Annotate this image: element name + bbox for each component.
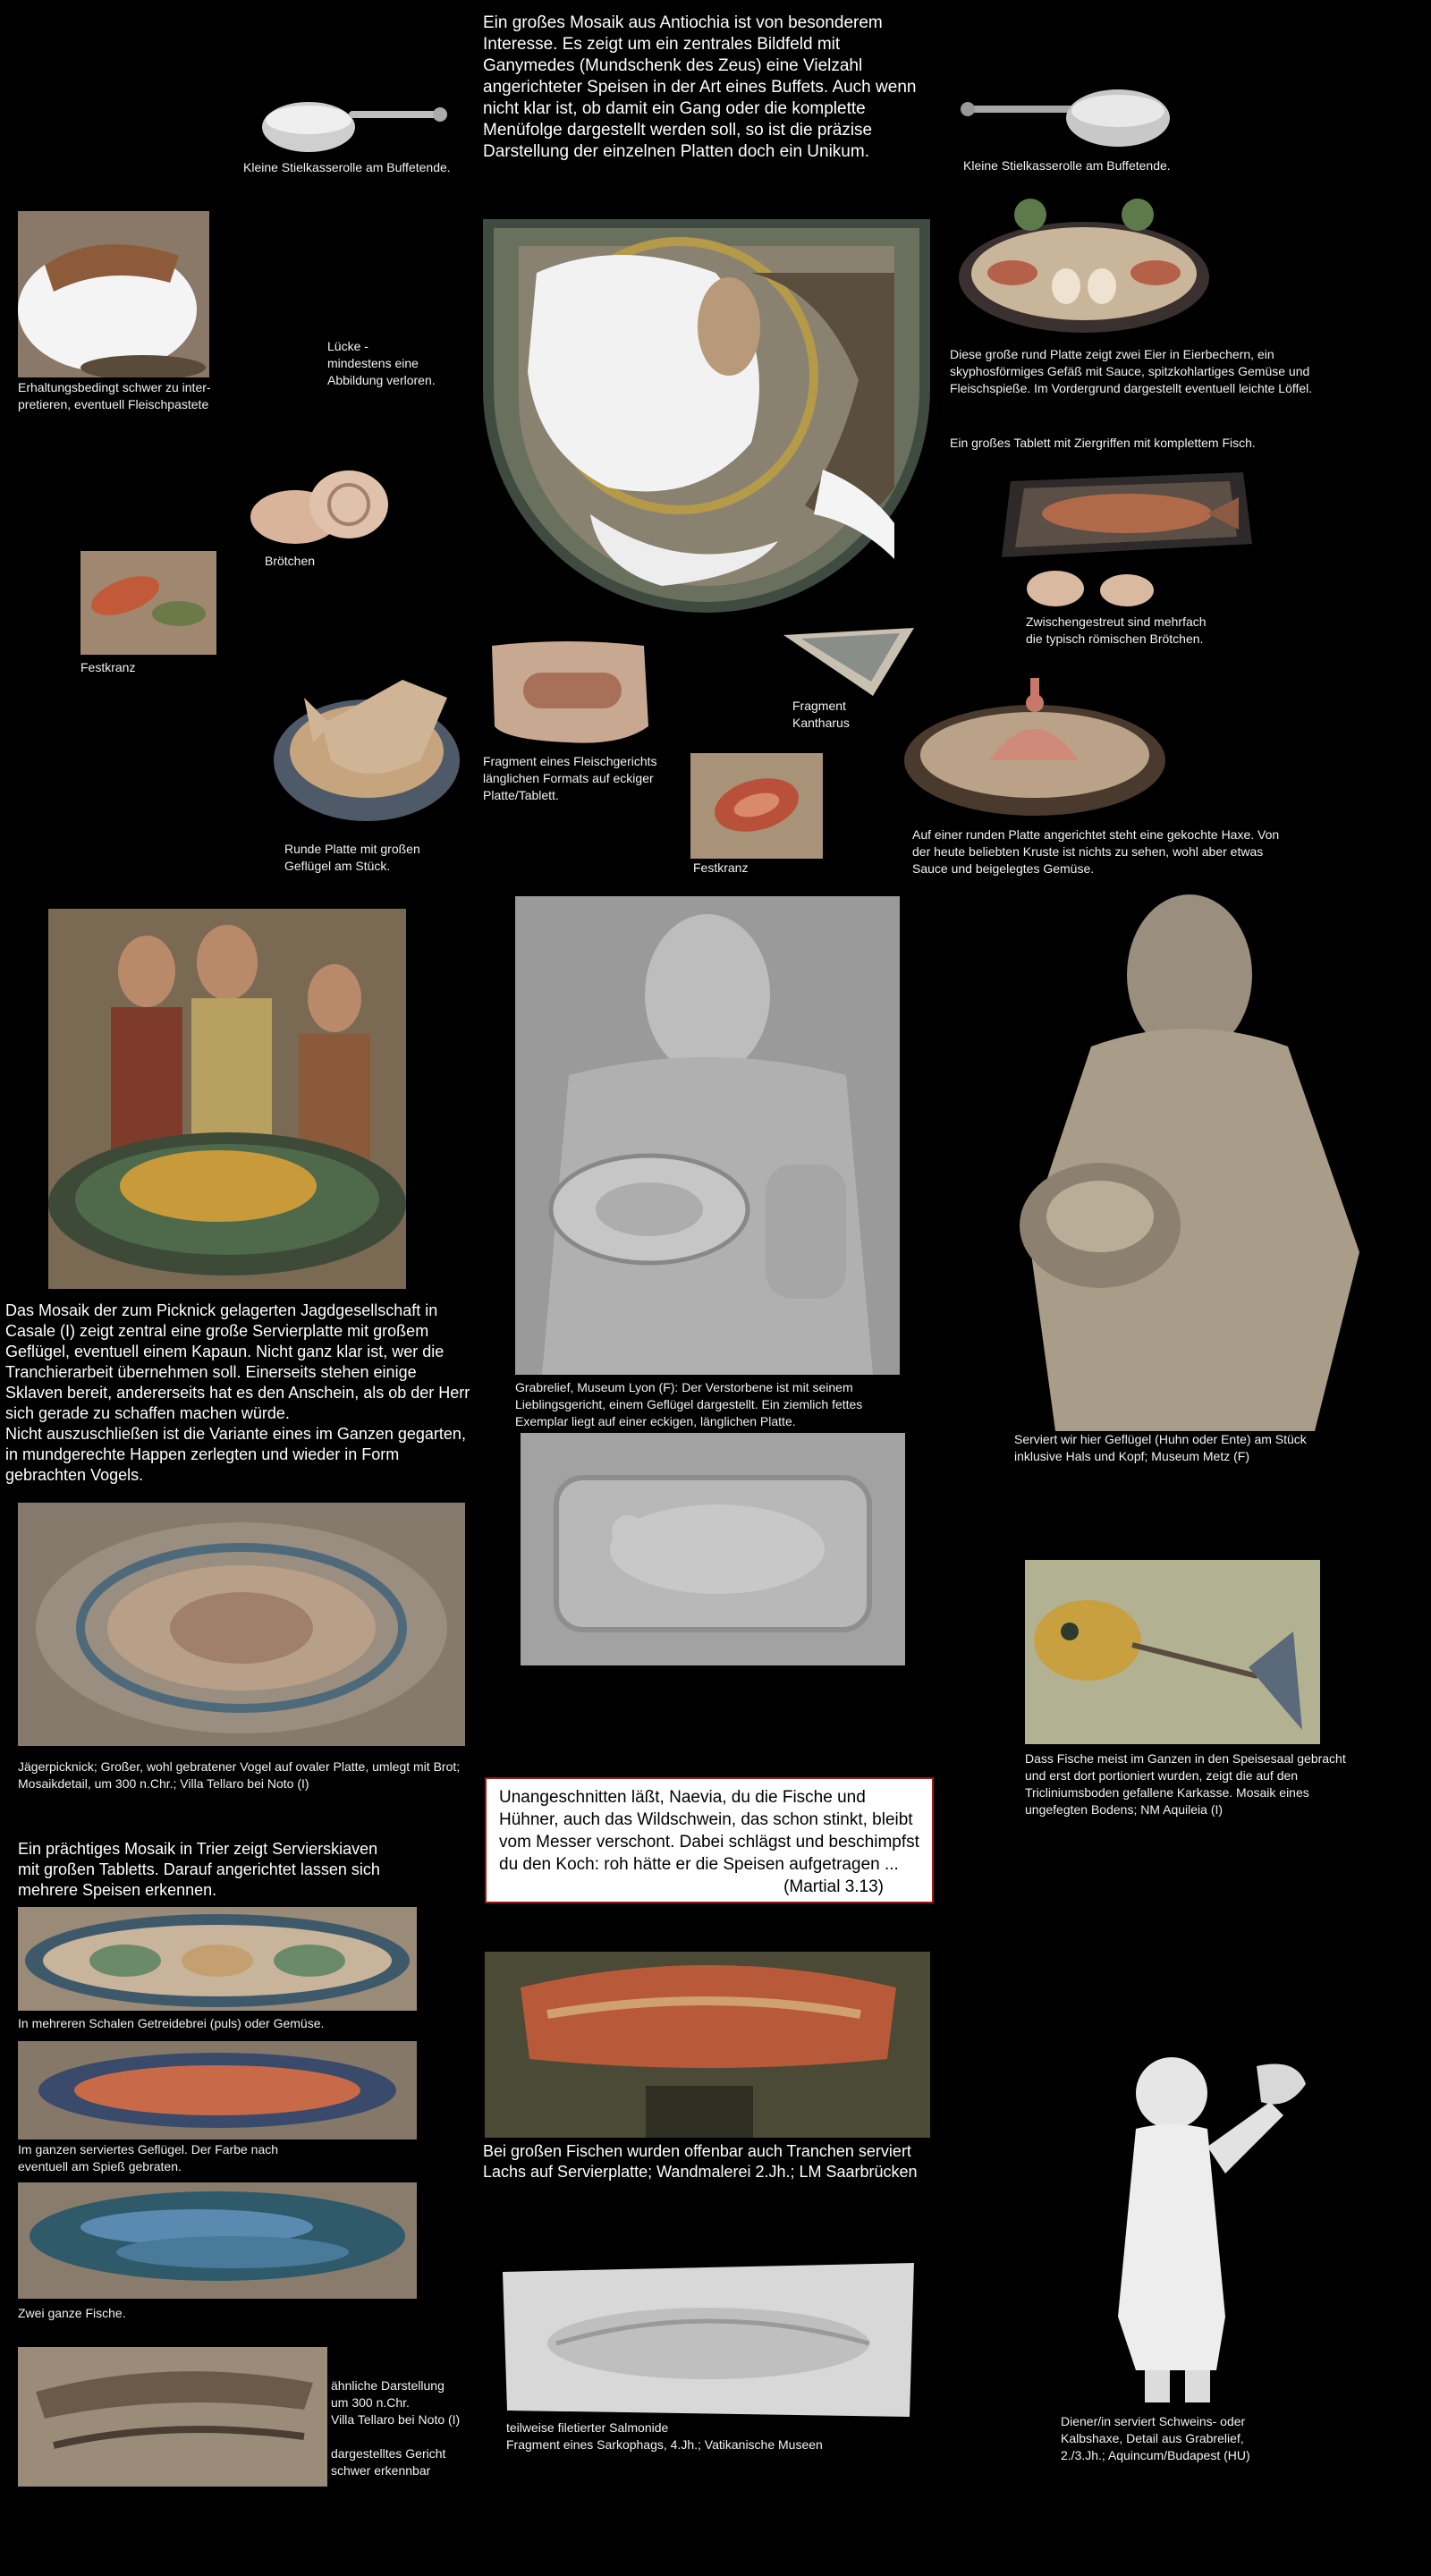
caption-pastete: Erhaltungsbedingt schwer zu inter- pretieren, eventuell Fleischpastete xyxy=(18,380,211,411)
caption-zwei-fische: Zwei ganze Fische. xyxy=(18,2306,126,2320)
eggs-platter-image xyxy=(950,188,1218,340)
caption-luecke: Lücke - mindestens eine Abbildung verloren. xyxy=(327,339,436,387)
casserole-right-image xyxy=(957,80,1176,161)
caption-grabrelief: Grabrelief, Museum Lyon (F): Der Verstorbene ist mit seinem Lieblingsgericht, einem Geflügel dargestellt. Ein ziemlich fettes Exemplar liegt auf einer eckigen, länglichen Platte. xyxy=(515,1380,863,1428)
casale-mosaic-image xyxy=(48,909,406,1289)
aquileia-fish-mosaic-image xyxy=(1025,1560,1320,1744)
caption-lachs: Bei großen Fischen wurden offenbar auch Tranchen serviert Lachs auf Servierplatte; Wandmalerei 2.Jh.; LM Saarbrücken xyxy=(483,2142,918,2181)
caption-metz: Serviert wir hier Geflügel (Huhn oder Ente) am Stück inklusive Hals und Kopf; Museum Metz (F) xyxy=(1014,1432,1307,1463)
casserole-left-image xyxy=(259,89,452,161)
caption-broetchen: Brötchen xyxy=(265,554,316,568)
caption-tellaro: ähnliche Darstellung um 300 n.Chr. Villa Tellaro bei Noto (I) dargestelltes Gericht schwer erkennbar xyxy=(331,2378,461,2478)
caption-runde-platte: Runde Platte mit großen Geflügel am Stück. xyxy=(284,842,420,873)
lyon-detail-image xyxy=(521,1433,905,1665)
caption-festkranz-left: Festkranz xyxy=(80,660,136,674)
caption-kantharus: Fragment Kantharus xyxy=(792,699,850,730)
fleisch-fragment-image xyxy=(487,637,653,746)
fish-tray-image xyxy=(984,454,1261,617)
caption-fleisch-fragment: Fragment eines Fleischgerichts länglichen Formats auf eckiger Platte/Tablett. xyxy=(483,754,657,802)
caption-salmonide: teilweise filetierter Salmonide Fragment eines Sarkophags, 4.Jh.; Vatikanische Museen xyxy=(506,2420,823,2452)
kantharus-image xyxy=(783,624,914,699)
jaeger-mosaic-image xyxy=(18,1503,465,1746)
caption-casserole-right: Kleine Stielkasserolle am Buffetende. xyxy=(963,158,1171,173)
trier-schalen-image xyxy=(18,1907,417,2011)
caption-diener: Diener/in serviert Schweins- oder Kalbshaxe, Detail aus Grabrelief, 2./3.Jh.; Aquincum/Budapest (HU) xyxy=(1061,2414,1250,2462)
festkranz-left-image xyxy=(80,551,216,655)
martial-quote-source: (Martial 3.13) xyxy=(783,1877,884,1896)
runde-platte-image xyxy=(268,662,465,832)
lachs-wandmalerei-image xyxy=(485,1952,930,2138)
caption-zwischen: Zwischengestreut sind mehrfach die typisch römischen Brötchen. xyxy=(1026,614,1207,646)
caption-haxe: Auf einer runden Platte angerichtet steht eine gekochte Haxe. Von der heute beliebten Kruste ist nichts zu sehen, wohl aber etwas Sauce und beigelegtes Gemüse. xyxy=(912,827,1280,876)
lyon-grabrelief-image xyxy=(515,896,900,1375)
tellaro-mosaic-image xyxy=(18,2347,327,2487)
broetchen-image xyxy=(249,467,392,552)
trier-gefluegel-image xyxy=(18,2041,417,2140)
caption-casale: Das Mosaik der zum Picknick gelagerten Jagdgesellschaft in Casale (I) zeigt zentral eine große Servierplatte mit großem Geflügel, eventuell einem Kapaun. Nicht ganz klar ist, wer die Tranchierarbeit übernehmen soll. Einerseits stehen einige Sklaven bereit, andererseits hat es den Anschein, als ob der Herr sich gerade zu schaffen machen würde. Nicht auszuschließen ist die Variante eines im Ganzen gegarten, in mundgerechte Happen zerlegten und wieder in Form gebrachten Vogels. xyxy=(5,1301,470,1484)
metz-statue-image xyxy=(975,894,1359,1431)
caption-schalen: In mehreren Schalen Getreidebrei (puls) oder Gemüse. xyxy=(18,2016,325,2030)
antiochia-mosaic-image xyxy=(483,219,930,617)
martial-quote-text: Unangeschnitten läßt, Naevia, du die Fische und Hühner, auch das Wildschwein, das schon stinkt, bleibt vom Messer verschont. Dabei schlägst und beschimpfst du den Koch: roh hätte er die Speisen aufgetragen ... xyxy=(499,1788,919,1874)
caption-casserole-left: Kleine Stielkasserolle am Buffetende. xyxy=(243,160,451,174)
salmonide-sarkophag-image xyxy=(503,2263,914,2417)
pastete-mosaic-image xyxy=(18,211,209,377)
martial-quote-box xyxy=(485,1777,934,1903)
trier-fische-image xyxy=(18,2182,417,2299)
festkranz-mid-image xyxy=(690,753,823,859)
haxe-platter-image xyxy=(900,662,1170,823)
caption-jaeger: Jägerpicknick; Großer, wohl gebratener Vogel auf ovaler Platte, umlegt mit Brot; Mosaikdetail, um 300 n.Chr.; Villa Tellaro bei Noto (I) xyxy=(18,1759,461,1791)
intro-text: Ein großes Mosaik aus Antiochia ist von besonderem Interesse. Es zeigt um ein zentrales Bildfeld mit Ganymedes (Mundschenk des Zeus) eine Vielzahl angerichteter Speisen in der Art eines Buffets. Auch wenn nicht klar ist, ob damit ein Gang oder die komplette Menüfolge dargestellt werden soll, so ist die präzise Darstellung der einzelnen Platten doch ein Unikum. xyxy=(483,13,917,161)
caption-eggs-platter: Diese große rund Platte zeigt zwei Eier in Eierbechern, ein skyphosförmiges Gefäß mit Sauce, spitzkohlartiges Gemüse und Fleischspieße. Im Vordergrund dargestellt eventuell leichte Löffel. xyxy=(950,347,1313,395)
caption-fish-tray: Ein großes Tablett mit Ziergriffen mit komplettem Fisch. xyxy=(950,436,1256,450)
diener-statue-image xyxy=(1082,2048,1315,2406)
caption-gefluegel-spiess: Im ganzen serviertes Geflügel. Der Farbe nach eventuell am Spieß gebraten. xyxy=(18,2142,279,2174)
caption-fische-aquileia: Dass Fische meist im Ganzen in den Speisesaal gebracht und erst dort portioniert wurden, zeigt die auf den Tricliniumsboden gefallene Karkasse. Mosaik eines ungefegten Bodens; NM Aquileia (I) xyxy=(1025,1751,1346,1817)
caption-trier: Ein prächtiges Mosaik in Trier zeigt Servierskiaven mit großen Tabletts. Darauf angerichtet lassen sich mehrere Speisen erkennen. xyxy=(18,1840,380,1899)
caption-festkranz-mid: Festkranz xyxy=(693,860,749,875)
